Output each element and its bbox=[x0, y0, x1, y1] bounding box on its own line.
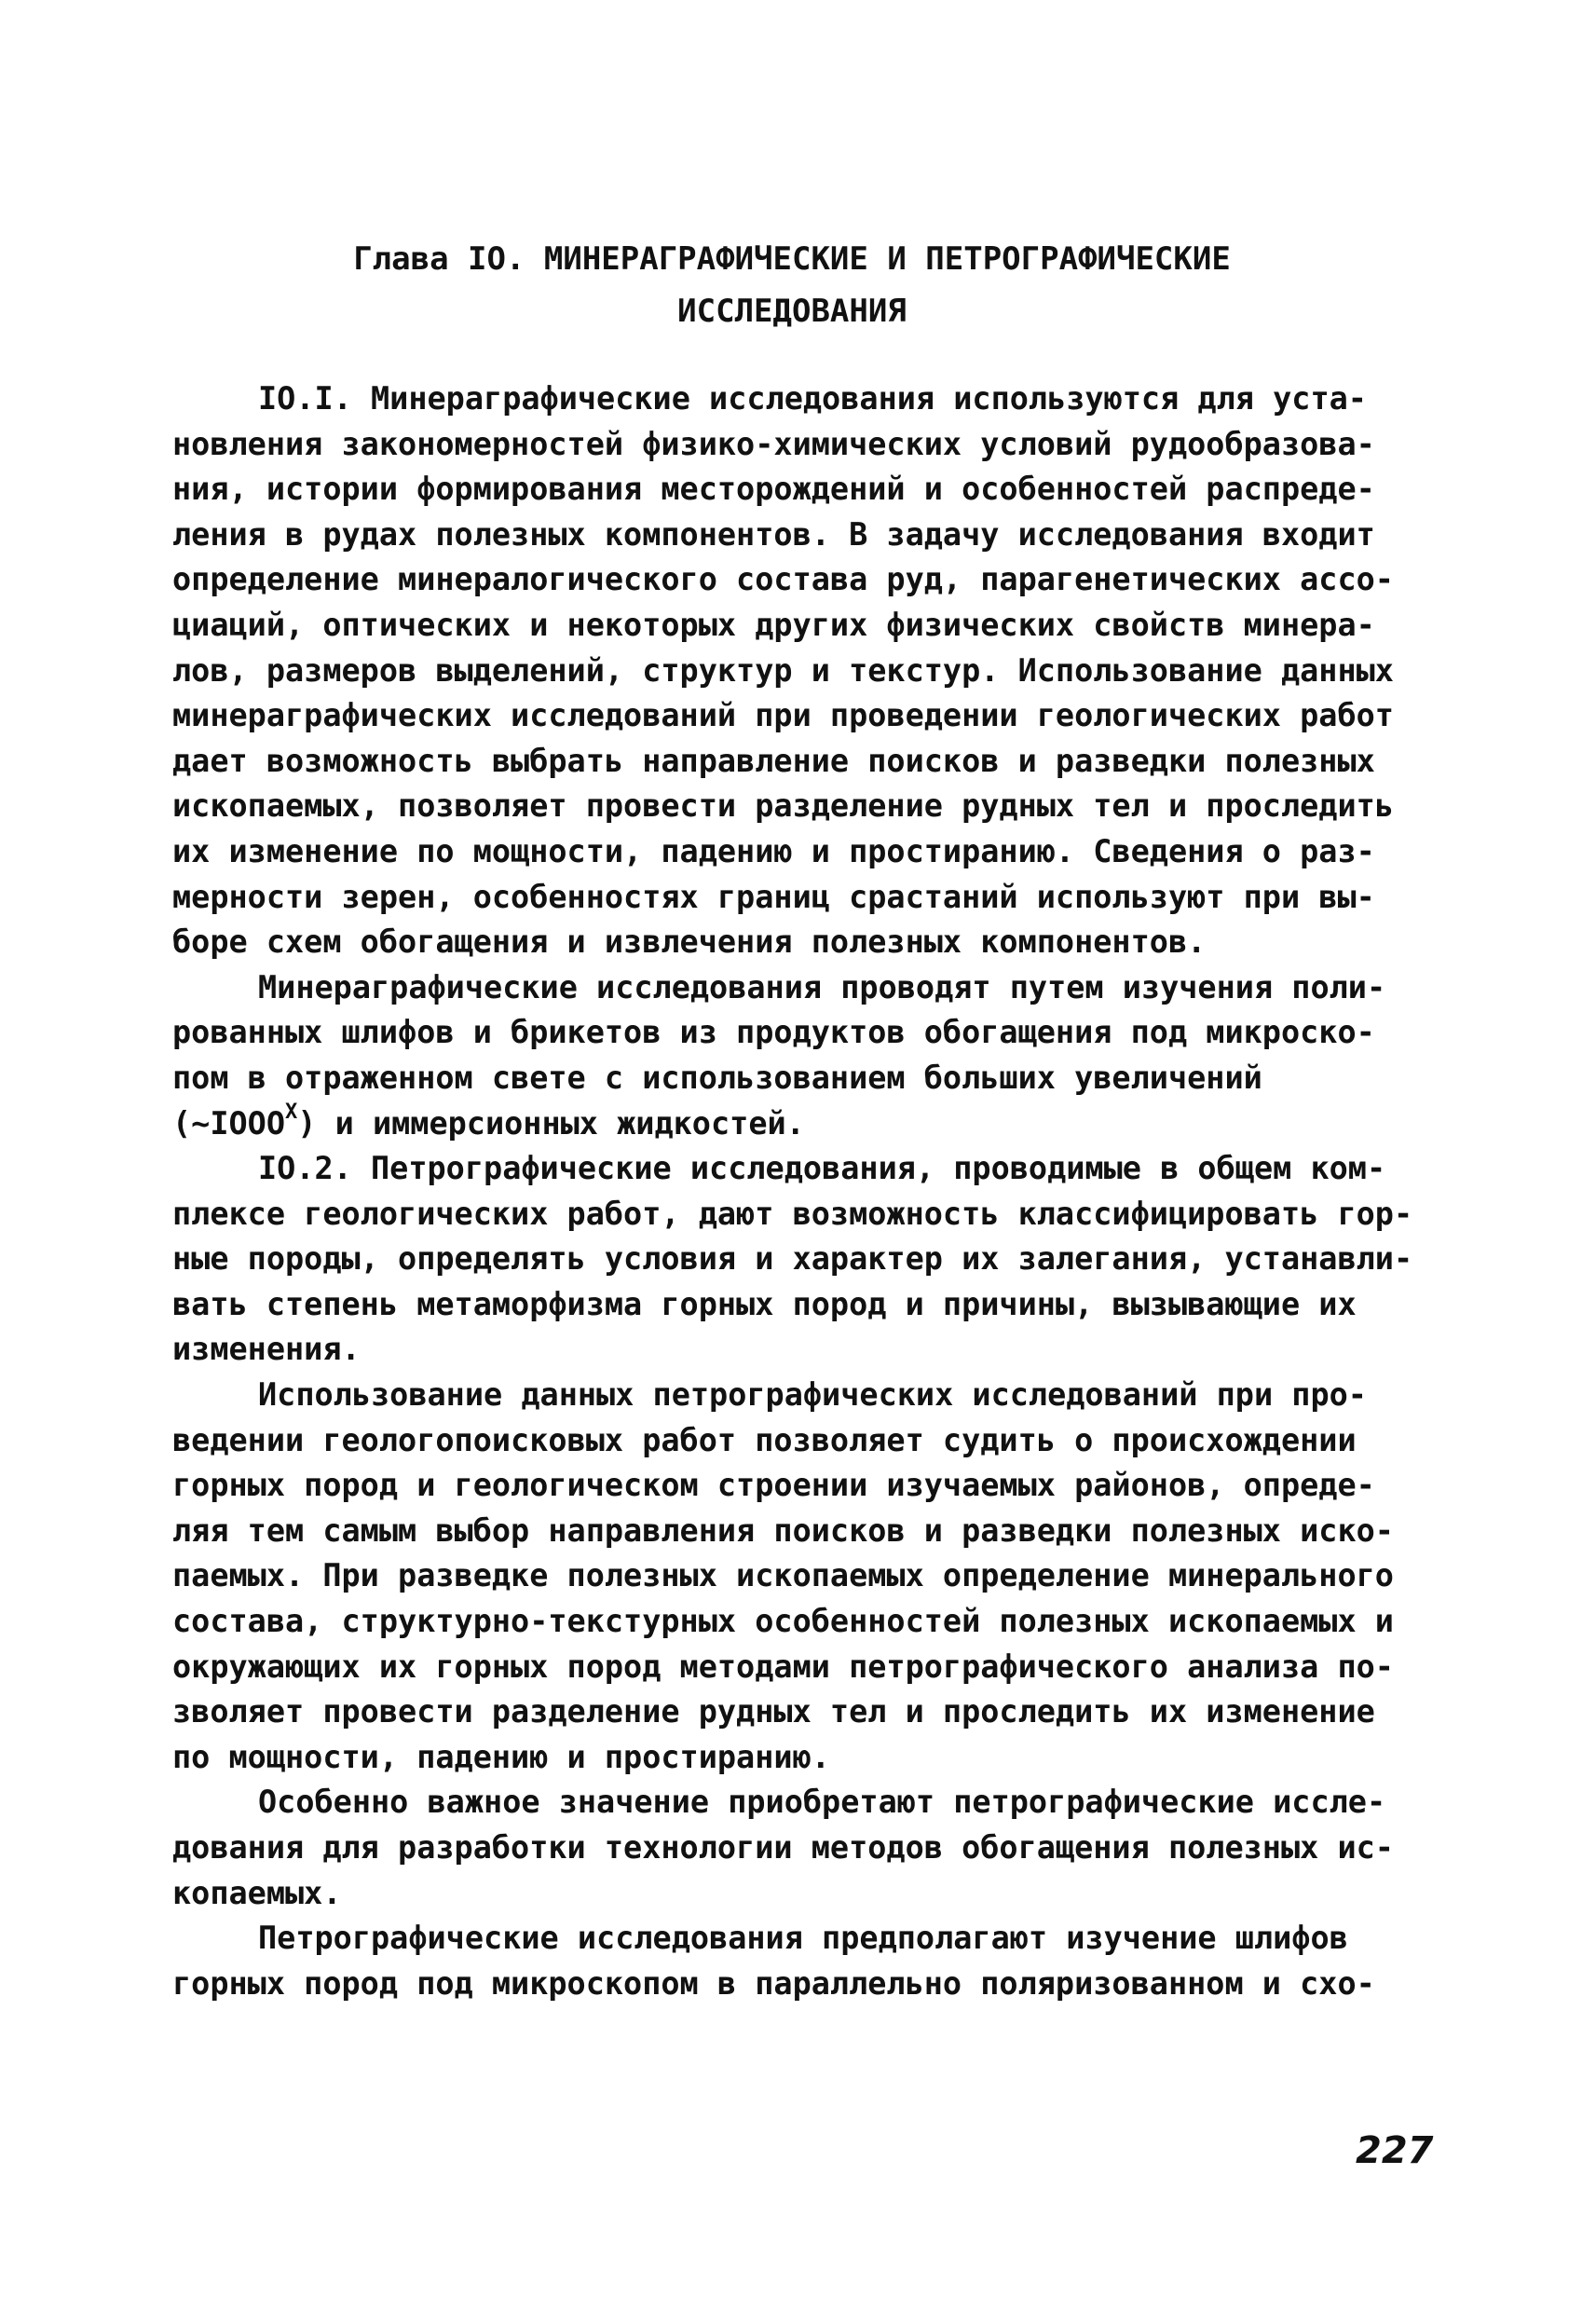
text-line: Использование данных петрографических исследований при про- bbox=[258, 1376, 1367, 1414]
magnification-superscript: X bbox=[285, 1101, 298, 1125]
text-line: горных пород и геологическом строении изучаемых районов, опреде- bbox=[172, 1467, 1375, 1504]
body-text bbox=[172, 376, 1449, 2006]
text-line: вать степень метаморфизма горных пород и причины, вызывающие их bbox=[172, 1285, 1357, 1322]
text-line: по мощности, падению и простиранию. bbox=[172, 1738, 830, 1775]
text-line: плексе геологических работ, дают возможность классифицировать гор- bbox=[172, 1195, 1413, 1232]
text-line: горных пород под микроскопом в параллельно поляризованном и схо- bbox=[172, 1964, 1375, 2002]
text-line: пом в отраженном свете с использованием больших увеличений bbox=[172, 1059, 1262, 1096]
text-line: копаемых. bbox=[172, 1874, 342, 1911]
text-line: состава, структурно-текстурных особенностей полезных ископаемых и bbox=[172, 1603, 1394, 1640]
magnification-suffix: ) и иммерсионных жидкостей. bbox=[297, 1104, 805, 1142]
text-line: окружающих их горных пород методами петрографического анализа по- bbox=[172, 1648, 1394, 1685]
text-line: Особенно важное значение приобретают петрографические иссле- bbox=[258, 1784, 1386, 1821]
text-line: паемых. При разведке полезных ископаемых определение минерального bbox=[172, 1557, 1394, 1594]
text-line: минераграфических исследований при проведении геологических работ bbox=[172, 697, 1394, 734]
text-line: ископаемых, позволяет провести разделение рудных тел и проследить bbox=[172, 787, 1394, 825]
text-line: циаций, оптических и некоторых других физических свойств минера- bbox=[172, 606, 1375, 643]
text-line: ные породы, определять условия и характер их залегания, устанавли- bbox=[172, 1240, 1413, 1278]
magnification-prefix: (~IOOO bbox=[172, 1104, 286, 1142]
text-line: боре схем обогащения и извлечения полезных компонентов. bbox=[172, 923, 1207, 961]
chapter-title-line-1: Глава IO. МИНЕРАГРАФИЧЕСКИЕ И ПЕТРОГРАФИЧЕСКИЕ bbox=[353, 240, 1231, 278]
text-line: мерности зерен, особенностях границ срастаний используют при вы- bbox=[172, 878, 1375, 915]
text-line: ведении геологопоисковых работ позволяет судить о происхождении bbox=[172, 1421, 1357, 1458]
text-line: Минераграфические исследования проводят путем изучения поли- bbox=[258, 968, 1386, 1005]
text-line: дования для разработки технологии методов обогащения полезных ис- bbox=[172, 1829, 1394, 1866]
text-line: ления в рудах полезных компонентов. В задачу исследования входит bbox=[172, 515, 1375, 553]
text-line: лов, размеров выделений, структур и текстур. Использование данных bbox=[172, 651, 1394, 689]
text-line: ляя тем самым выбор направления поисков и разведки полезных иско- bbox=[172, 1511, 1394, 1549]
text-line: новления закономерностей физико-химических условий рудообразова- bbox=[172, 425, 1375, 462]
chapter-title-line-2: ИССЛЕДОВАНИЯ bbox=[677, 293, 907, 330]
page-number: 227 bbox=[1356, 2129, 1434, 2172]
text-line: Петрографические исследования предполагают изучение шлифов bbox=[258, 1920, 1348, 1957]
formula-line bbox=[172, 1101, 1449, 1147]
text-line: зволяет провести разделение рудных тел и проследить их изменение bbox=[172, 1693, 1375, 1730]
text-line: определение минералогического состава руд, парагенетических ассо- bbox=[172, 561, 1394, 598]
text-line: рованных шлифов и брикетов из продуктов обогащения под микроско- bbox=[172, 1014, 1375, 1051]
chapter-title bbox=[186, 233, 1398, 337]
text-line: ния, истории формирования месторождений и особенностей распреде- bbox=[172, 471, 1375, 508]
text-line: изменения. bbox=[172, 1331, 361, 1368]
text-line: IO.I. Минераграфические исследования используются для уста- bbox=[258, 380, 1367, 417]
text-line: их изменение по мощности, падению и простиранию. Сведения о раз- bbox=[172, 832, 1375, 869]
text-line: дает возможность выбрать направление поисков и разведки полезных bbox=[172, 742, 1375, 779]
text-line: IO.2. Петрографические исследования, проводимые в общем ком- bbox=[258, 1150, 1386, 1187]
